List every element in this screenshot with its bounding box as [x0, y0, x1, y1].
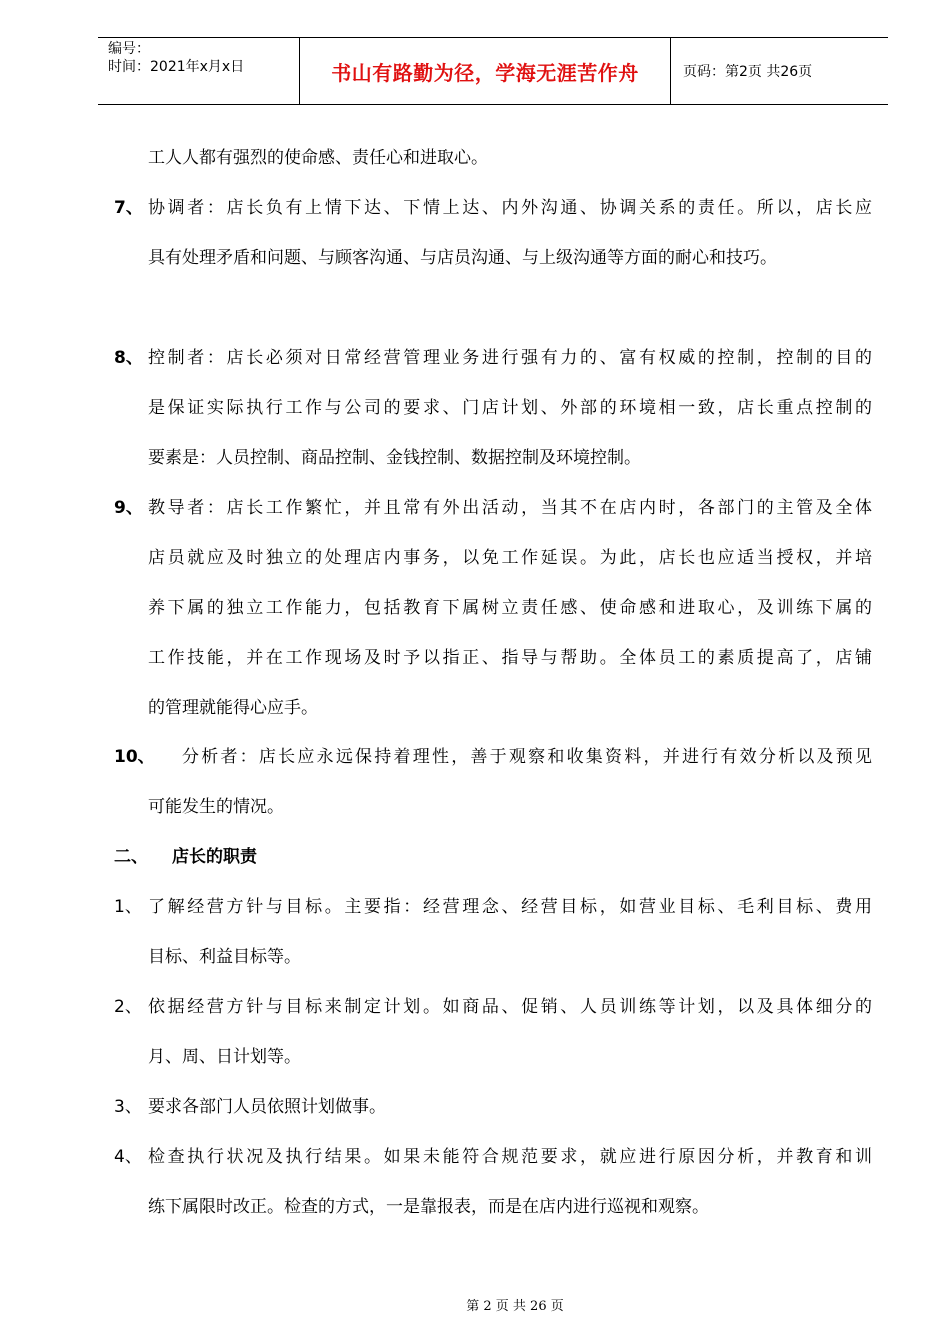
paragraph-line: 协调者：店长负有上情下达、下情上达、内外沟通、协调关系的责任。所以，店长应: [148, 198, 872, 218]
date-label: 时间：2021年x月x日: [108, 59, 245, 75]
item-number: 4、: [114, 1147, 142, 1167]
paragraph-line: 要求各部门人员依照计划做事。: [148, 1097, 386, 1117]
paragraph-line: 了解经营方针与目标。主要指：经营理念、经营目标，如营业目标、毛利目标、费用: [148, 897, 872, 917]
paragraph-line: 养下属的独立工作能力，包括教育下属树立责任感、使命感和进取心，及训练下属的: [148, 598, 872, 618]
paragraph-line: 的管理就能得心应手。: [148, 698, 318, 718]
serial-label: 编号：: [108, 41, 150, 57]
paragraph-line: 店员就应及时独立的处理店内事务，以免工作延误。为此，店长也应适当授权，并培: [148, 548, 872, 568]
header-motto: 书山有路勤为径，学海无涯苦作舟: [300, 38, 671, 104]
paragraph-line: 可能发生的情况。: [148, 797, 284, 817]
paragraph-line: 分析者：店长应永远保持着理性，善于观察和收集资料，并进行有效分析以及预见: [182, 747, 872, 767]
item-number: 2、: [114, 997, 142, 1017]
paragraph-line: 工作技能，并在工作现场及时予以指正、指导与帮助。全体员工的素质提高了，店铺: [148, 648, 872, 668]
paragraph-line: 是保证实际执行工作与公司的要求、门店计划、外部的环境相一致，店长重点控制的: [148, 398, 872, 418]
paragraph-line: 要素是：人员控制、商品控制、金钱控制、数据控制及环境控制。: [148, 448, 641, 468]
item-number: 3、: [114, 1097, 142, 1117]
header-page-info: 页码：第2页 共26页: [683, 64, 813, 80]
paragraph-line: 工人人都有强烈的使命感、责任心和进取心。: [148, 148, 488, 168]
page-header: [98, 37, 888, 105]
item-number: 9、: [114, 498, 143, 518]
paragraph-line: 检查执行状况及执行结果。如果未能符合规范要求，就应进行原因分析，并教育和训: [148, 1147, 872, 1167]
section-title: 店长的职责: [172, 847, 257, 867]
item-number: 10、: [114, 747, 155, 767]
paragraph-line: 练下属限时改正。检查的方式，一是靠报表，而是在店内进行巡视和观察。: [148, 1197, 709, 1217]
page-footer: 第 2 页 共 26 页: [466, 1299, 564, 1314]
paragraph-line: 依据经营方针与目标来制定计划。如商品、促销、人员训练等计划，以及具体细分的: [148, 997, 872, 1017]
paragraph-line: 控制者：店长必须对日常经营管理业务进行强有力的、富有权威的控制，控制的目的: [148, 348, 872, 368]
paragraph-line: 教导者：店长工作繁忙，并且常有外出活动，当其不在店内时，各部门的主管及全体: [148, 498, 872, 518]
paragraph-line: 具有处理矛盾和问题、与顾客沟通、与店员沟通、与上级沟通等方面的耐心和技巧。: [148, 248, 777, 268]
item-number: 8、: [114, 348, 143, 368]
paragraph-line: 目标、利益目标等。: [148, 947, 301, 967]
paragraph-line: 月、周、日计划等。: [148, 1047, 301, 1067]
section-number: 二、: [114, 847, 148, 867]
item-number: 1、: [114, 897, 142, 917]
header-meta: [98, 38, 300, 104]
item-number: 7、: [114, 198, 143, 218]
